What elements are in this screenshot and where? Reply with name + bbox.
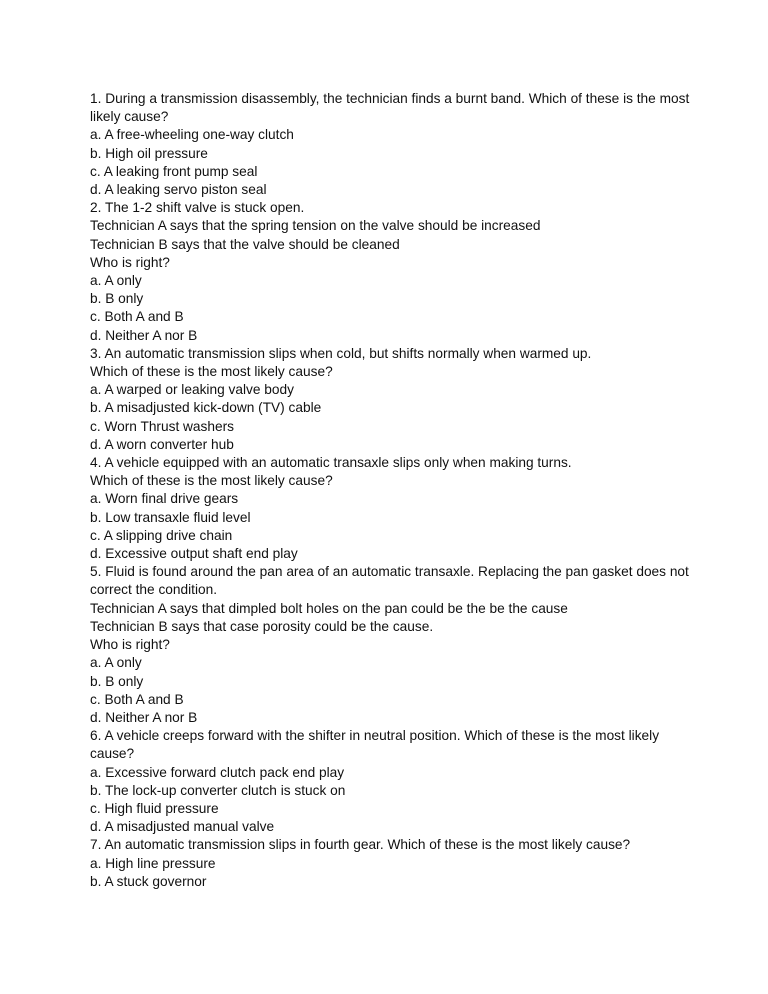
question-4-statement-1: Which of these is the most likely cause? [90,473,333,489]
question-2-option-a: a. A only [90,273,142,289]
question-5-text: 5. Fluid is found around the pan area of an automatic transaxle. Replacing the pan gasket does not correct the condition. [90,564,689,598]
question-3-statement-1: Which of these is the most likely cause? [90,364,333,380]
document-page [90,90,690,891]
question-6-option-a: a. Excessive forward clutch pack end play [90,764,345,780]
question-2-option-c: c. Both A and B [90,309,184,325]
question-6-option-d: d. A misadjusted manual valve [90,819,275,835]
question-5-statement-2: Technician B says that case porosity could be the cause. [90,618,434,634]
question-2-statement-1: Technician A says that the spring tension on the valve should be increased [90,218,541,234]
question-2-statement-2: Technician B says that the valve should be cleaned [90,236,400,252]
question-1-option-d: d. A leaking servo piston seal [90,182,267,198]
question-3-option-d: d. A worn converter hub [90,436,234,452]
question-3-option-a: a. A warped or leaking valve body [90,382,294,398]
question-1-option-c: c. A leaking front pump seal [90,163,258,179]
question-7-option-b: b. A stuck governor [90,873,207,889]
question-5-option-a: a. A only [90,655,142,671]
question-5-option-c: c. Both A and B [90,691,184,707]
question-7-text: 7. An automatic transmission slips in fourth gear. Which of these is the most likely cause? [90,837,631,853]
question-7-option-a: a. High line pressure [90,855,216,871]
question-6-option-c: c. High fluid pressure [90,800,219,816]
question-4-text: 4. A vehicle equipped with an automatic transaxle slips only when making turns. [90,455,572,471]
question-2-option-b: b. B only [90,291,144,307]
question-2-text: 2. The 1-2 shift valve is stuck open. [90,200,305,216]
question-5-option-b: b. B only [90,673,144,689]
question-2-option-d: d. Neither A nor B [90,327,198,343]
question-6-option-b: b. The lock-up converter clutch is stuck on [90,782,346,798]
question-3-option-b: b. A misadjusted kick-down (TV) cable [90,400,322,416]
question-5-statement-3: Who is right? [90,637,170,653]
question-4-option-d: d. Excessive output shaft end play [90,546,298,562]
question-2-statement-3: Who is right? [90,254,170,270]
question-1-option-a: a. A free-wheeling one-way clutch [90,127,294,143]
question-6-text: 6. A vehicle creeps forward with the shifter in neutral position. Which of these is the most likely cause? [90,728,660,762]
question-4-option-c: c. A slipping drive chain [90,527,233,543]
question-3-option-c: c. Worn Thrust washers [90,418,235,434]
question-4-option-b: b. Low transaxle fluid level [90,509,251,525]
question-1-option-b: b. High oil pressure [90,145,208,161]
question-5-statement-1: Technician A says that dimpled bolt holes on the pan could be the be the cause [90,600,568,616]
question-5-option-d: d. Neither A nor B [90,709,198,725]
question-3-text: 3. An automatic transmission slips when cold, but shifts normally when warmed up. [90,345,592,361]
question-1-text: 1. During a transmission disassembly, the technician finds a burnt band. Which of these is the most likely cause? [90,91,690,125]
question-4-option-a: a. Worn final drive gears [90,491,239,507]
